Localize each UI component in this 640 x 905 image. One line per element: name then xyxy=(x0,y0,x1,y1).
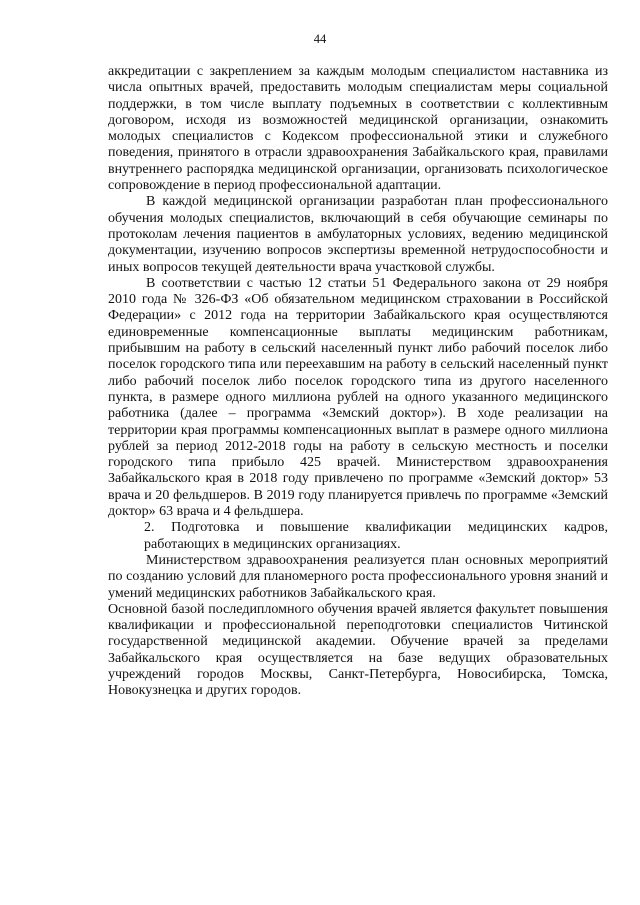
paragraph-training-plan: В каждой медицинской организации разработан план профессионального обучения молодых специалистов, включающий в себя обучающие семинары по протоколам лечения пациентов в амбулаторных условиях, ведению медицинской документации, изучению вопросов экспертизы временной нетрудоспособности и иных вопросов текущей деятельности врача участковой службы. xyxy=(108,194,608,275)
paragraph-mentoring: аккредитации с закреплением за каждым молодым специалистом наставника из числа опытных врачей, предоставить молодым специалистам меры социальной поддержки, в том числе выплату подъемных в соответствии с коллективным договором, исходя из возможностей медицинской организации, ознакомить молодых специалистов с Кодексом профессиональной этики и служебного поведения, принятого в отрасли здравоохранения Забайкальского края, правилами внутреннего распорядка медицинской организации, организовать психологическое сопровождение в период профессиональной адаптации. xyxy=(108,64,608,194)
page-number: 44 xyxy=(313,32,327,46)
paragraph-zemsky-doctor: В соответствии с частью 12 статьи 51 Федерального закона от 29 ноября 2010 года № 326-ФЗ «Об обязательном медицинском страховании в Российской Федерации» с 2012 года на территории Забайкальского края осуществляются единовременные компенсационные выплаты медицинским работникам, прибывшим на работу в сельский населенный пункт либо рабочий поселок либо поселок городского типа или переехавшим на работу в сельский населенный пункт либо рабочий поселок либо поселок городского типа из другого населенного пункта, в размере одного миллиона рублей на одного указанного медицинского работника (далее – программа «Земский доктор»). В ходе реализации на территории края программы компенсационных выплат в размере одного миллиона рублей за период 2012-2018 годы на работу в сельскую местность и поселки городского типа прибыло 425 врачей. Министерством здравоохранения Забайкальского края в 2018 году привлечено по программе «Земский доктор» 53 врача и 20 фельдшеров. В 2019 году планируется привлечь по программе «Земский доктор» 63 врача и 4 фельдшера. xyxy=(108,275,608,520)
paragraph-postgraduate-base: Основной базой последипломного обучения врачей является факультет повышения квалификации и профессиональной переподготовки специалистов Читинской государственной медицинской академии. Обучение врачей за пределами Забайкальского края осуществляется на базе ведущих образовательных учреждений городов Москвы, Санкт-Петербурга, Новосибирска, Томска, Новокузнецка и других городов. xyxy=(108,601,608,699)
paragraph-ministry-plan: Министерством здравоохранения реализуется план основных мероприятий по созданию условий для планомерного роста профессионального уровня знаний и умений медицинских работников Забайкальского края. xyxy=(108,552,608,601)
body-text xyxy=(108,64,608,700)
section-heading-qualification: 2. Подготовка и повышение квалификации медицинских кадров, работающих в медицинских организациях. xyxy=(144,520,608,552)
